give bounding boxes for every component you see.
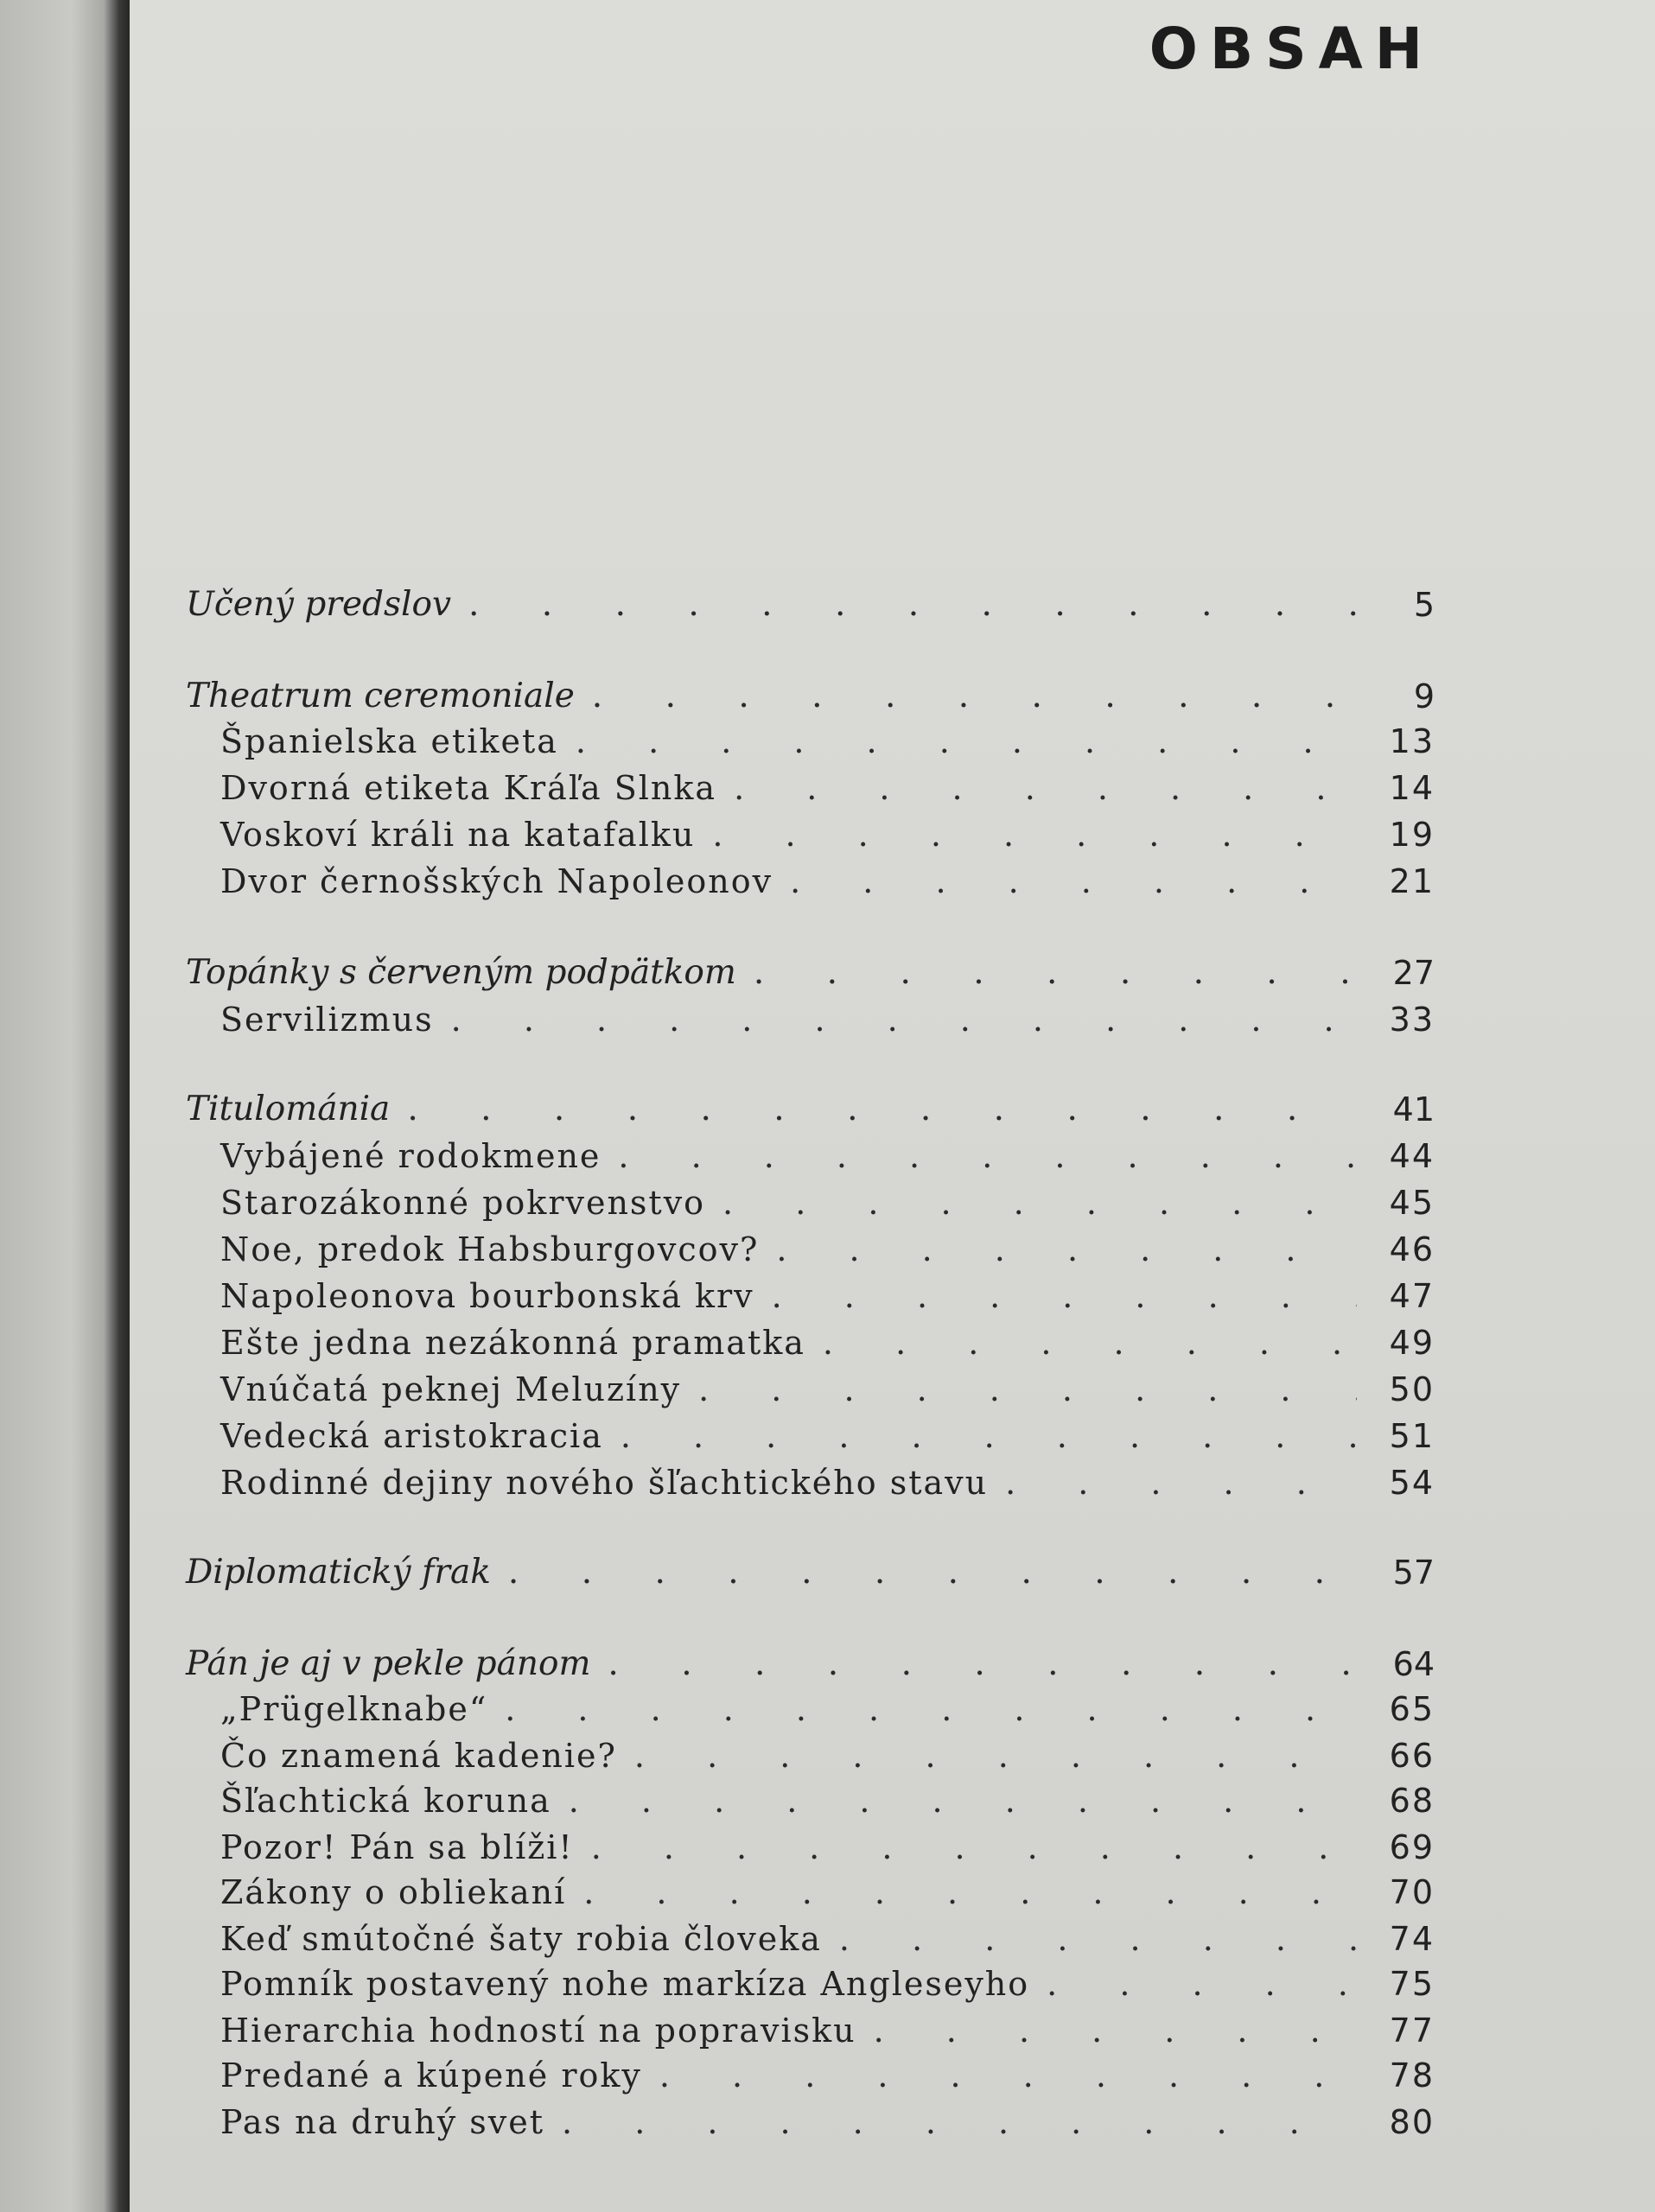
toc-entry <box>186 1319 1435 1362</box>
dot-leader <box>407 1090 1357 1128</box>
toc-entry-label: Voskoví králi na katafalku <box>220 816 696 854</box>
toc-entry-page: 33 <box>1389 1001 1435 1039</box>
dot-leader <box>1047 1965 1357 2003</box>
toc-entry-page: 70 <box>1389 1873 1435 1911</box>
toc-entry <box>186 2006 1435 2050</box>
toc-entry <box>186 949 1435 992</box>
toc-entry <box>186 857 1435 900</box>
toc-entry <box>186 1548 1435 1592</box>
toc-entry <box>186 672 1435 715</box>
toc-entry-label: Šľachtická koruna <box>220 1782 551 1820</box>
toc-entry-page: 65 <box>1389 1690 1435 1728</box>
toc-entry-page: 44 <box>1389 1137 1435 1175</box>
toc-entry <box>186 1459 1435 1502</box>
toc-entry-label: Španielska etiketa <box>220 722 558 760</box>
toc-entry-label: Pomník postavený nohe markíza Angleseyho <box>220 1965 1030 2003</box>
toc-entry <box>186 1225 1435 1268</box>
toc-entry <box>186 581 1435 624</box>
dot-leader <box>874 2012 1357 2050</box>
toc-entry <box>186 1085 1435 1128</box>
toc-entry <box>186 810 1435 854</box>
dot-leader <box>776 1230 1357 1268</box>
dot-leader <box>754 953 1357 992</box>
toc-entry <box>186 1685 1435 1728</box>
toc-entry-label: Napoleonova bourbonská krv <box>220 1277 754 1315</box>
toc-entry-label: Hierarchia hodností na popravisku <box>220 2012 856 2050</box>
toc-entry-label: Zákony o obliekaní <box>220 1873 567 1911</box>
toc-entry-label: Vnúčatá peknej Meluzíny <box>220 1370 682 1408</box>
toc-entry-label: Keď smútočné šaty robia človeka <box>220 1920 822 1958</box>
toc-entry <box>186 1777 1435 1820</box>
toc-entry <box>186 1960 1435 2003</box>
dot-leader <box>722 1184 1357 1222</box>
toc-entry-page: 45 <box>1389 1184 1435 1222</box>
toc-entry-label: Pán je aj v pekle pánom <box>186 1644 591 1683</box>
toc-entry-label: Vedecká aristokracia <box>220 1417 603 1455</box>
toc-entry-page: 69 <box>1389 1828 1435 1866</box>
toc-entry-page: 78 <box>1389 2056 1435 2094</box>
toc-entry-page: 21 <box>1389 862 1435 900</box>
dot-leader <box>1005 1464 1357 1502</box>
toc-entry-label: Vybájené rodokmene <box>220 1137 602 1175</box>
dot-leader <box>734 769 1357 807</box>
dot-leader <box>592 677 1357 715</box>
toc-entry-page: 14 <box>1389 769 1435 807</box>
toc-entry-page: 66 <box>1389 1737 1435 1775</box>
toc-entry <box>186 2098 1435 2141</box>
dot-leader <box>576 722 1357 760</box>
dot-leader <box>591 1828 1357 1866</box>
dot-leader <box>621 1417 1357 1455</box>
dot-leader <box>712 816 1357 854</box>
toc-entry-page: 74 <box>1389 1920 1435 1958</box>
book-gutter <box>0 0 130 2212</box>
toc-entry-label: Servilizmus <box>220 1001 434 1039</box>
toc-entry-label: Diplomatický frak <box>186 1553 491 1592</box>
dot-leader <box>508 1553 1357 1592</box>
dot-leader <box>562 2103 1357 2141</box>
toc-entry-label: Dvorná etiketa Kráľa Slnka <box>220 769 717 807</box>
toc-entry <box>186 1823 1435 1866</box>
toc-entry-page: 46 <box>1389 1230 1435 1268</box>
toc-entry-label: Pozor! Pán sa blíži! <box>220 1828 574 1866</box>
dot-leader <box>569 1782 1357 1820</box>
toc-entry <box>186 1132 1435 1175</box>
toc-entry-page: 51 <box>1389 1417 1435 1455</box>
toc-entry-label: „Prügelknabe“ <box>220 1690 488 1728</box>
toc-entry-page: 9 <box>1413 677 1435 715</box>
toc-entry <box>186 1179 1435 1222</box>
toc-entry-label: Čo znamená kadenie? <box>220 1737 617 1775</box>
toc-entry <box>186 764 1435 807</box>
dot-leader <box>790 862 1357 900</box>
dot-leader <box>451 1001 1357 1039</box>
toc-entry-label: Rodinné dejiny nového šľachtického stavu <box>220 1464 989 1502</box>
dot-leader <box>505 1690 1357 1728</box>
dot-leader <box>772 1277 1357 1315</box>
toc-entry-label: Ešte jedna nezákonná pramatka <box>220 1324 805 1362</box>
dot-leader <box>618 1137 1357 1175</box>
toc-entry-label: Dvor černošských Napoleonov <box>220 862 773 900</box>
dot-leader <box>839 1920 1357 1958</box>
toc-entry <box>186 995 1435 1039</box>
toc-entry-label: Titulománia <box>186 1090 391 1128</box>
toc-entry-label: Učený predslov <box>186 585 451 624</box>
toc-entry-page: 47 <box>1389 1277 1435 1315</box>
toc-entry-page: 13 <box>1389 722 1435 760</box>
toc-entry-label: Starozákonné pokrvenstvo <box>220 1184 706 1222</box>
toc-entry-page: 64 <box>1392 1645 1435 1683</box>
toc-entry-label: Pas na druhý svet <box>220 2103 545 2141</box>
dot-leader <box>659 2056 1357 2094</box>
dot-leader <box>698 1370 1357 1408</box>
toc-entry-page: 54 <box>1389 1464 1435 1502</box>
toc-entry <box>186 717 1435 760</box>
dot-leader <box>583 1873 1357 1911</box>
dot-leader <box>823 1324 1357 1362</box>
toc-entry <box>186 1868 1435 1911</box>
toc-entry-label: Predané a kúpené roky <box>220 2056 642 2094</box>
dot-leader <box>468 585 1357 624</box>
page-title: OBSAH <box>1149 16 1435 82</box>
toc-entry <box>186 1272 1435 1315</box>
toc-entry-page: 75 <box>1389 1965 1435 2003</box>
toc-entry-page: 49 <box>1389 1324 1435 1362</box>
toc-entry <box>186 1365 1435 1408</box>
toc-entry <box>186 1915 1435 1958</box>
toc-entry-page: 77 <box>1389 2012 1435 2050</box>
toc-entry-page: 57 <box>1392 1554 1435 1592</box>
toc-entry <box>186 1412 1435 1455</box>
toc-entry-page: 41 <box>1392 1090 1435 1128</box>
toc-entry-page: 27 <box>1392 954 1435 992</box>
toc-entry-label: Topánky s červeným podpätkom <box>186 953 736 992</box>
dot-leader <box>634 1737 1357 1775</box>
toc-entry-page: 19 <box>1389 816 1435 854</box>
toc-entry-page: 68 <box>1389 1782 1435 1820</box>
toc-entry <box>186 1640 1435 1683</box>
toc-entry <box>186 1732 1435 1775</box>
toc-entry-page: 50 <box>1389 1370 1435 1408</box>
toc-entry-label: Noe, predok Habsburgovcov? <box>220 1230 760 1268</box>
dot-leader <box>608 1644 1357 1683</box>
toc-entry <box>186 2051 1435 2094</box>
toc-entry-page: 80 <box>1389 2103 1435 2141</box>
toc-entry-label: Theatrum ceremoniale <box>186 677 575 715</box>
toc-entry-page: 5 <box>1413 586 1435 624</box>
